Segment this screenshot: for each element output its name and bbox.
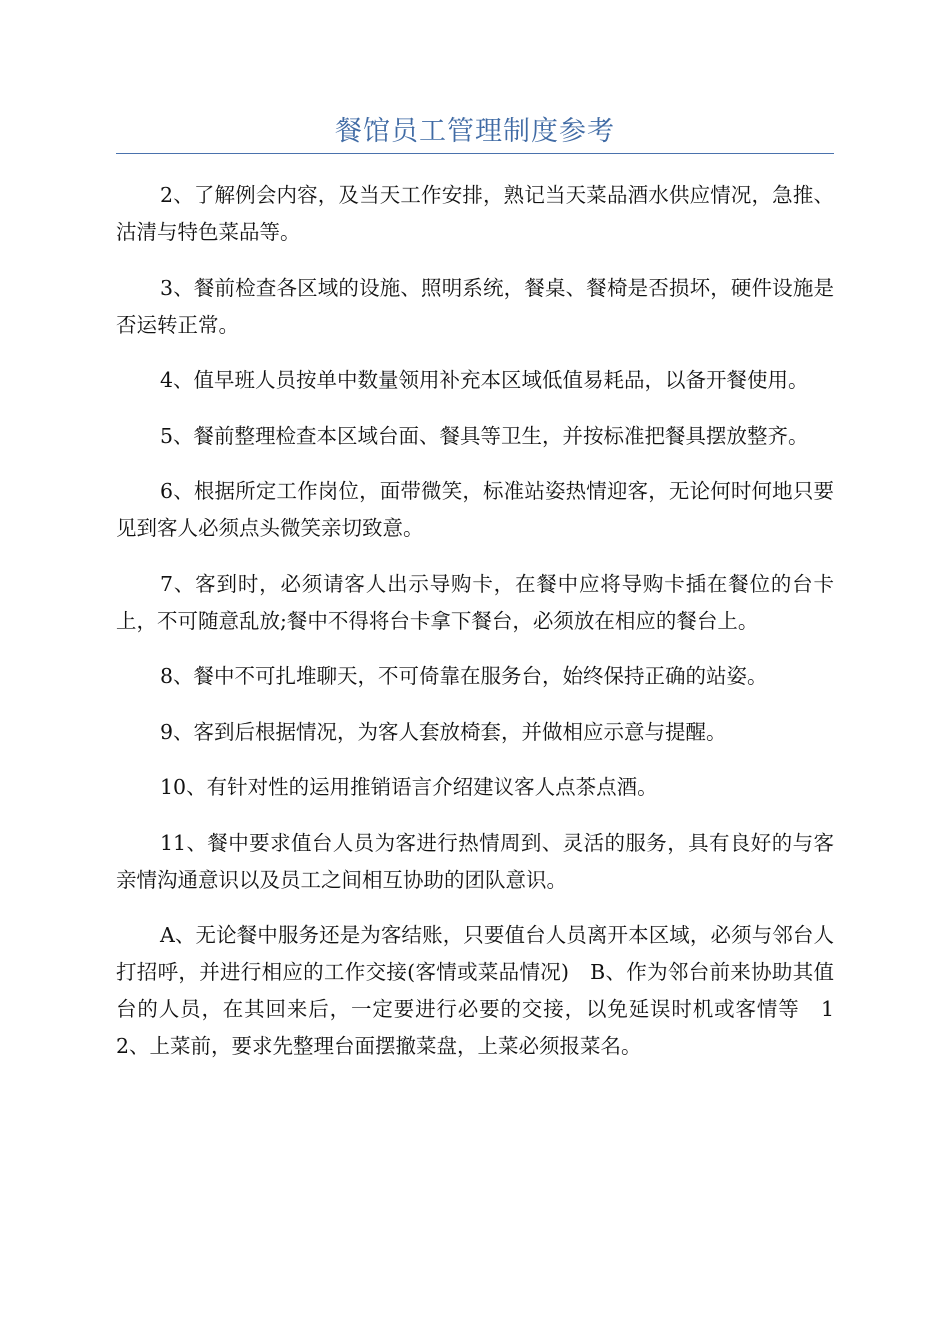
document-title: 餐馆员工管理制度参考	[335, 116, 615, 147]
paragraph-11: 11、餐中要求值台人员为客进行热情周到、灵活的服务，具有良好的与客亲情沟通意识以及员工之间相互协助的团队意识。	[116, 830, 834, 892]
paragraph-7: 7、客到时，必须请客人出示导购卡，在餐中应将导购卡插在餐位的台卡上，不可随意乱放;餐中不得将台卡拿下餐台，必须放在相应的餐台上。	[116, 571, 834, 633]
title-underline	[116, 153, 834, 154]
document-body	[116, 177, 834, 1084]
paragraph-10: 10、有针对性的运用推销语言介绍建议客人点茶点酒。	[160, 775, 658, 799]
paragraph-4: 4、值早班人员按单中数量领用补充本区域低值易耗品，以备开餐使用。	[160, 368, 809, 392]
paragraph-6: 6、根据所定工作岗位，面带微笑，标准站姿热情迎客，无论何时何地只要见到客人必须点头微笑亲切致意。	[116, 479, 834, 540]
paragraph-8: 8、餐中不可扎堆聊天，不可倚靠在服务台，始终保持正确的站姿。	[160, 664, 768, 688]
paragraph-2: 2、了解例会内容，及当天工作安排，熟记当天菜品酒水供应情况，急推、沽清与特色菜品等。	[116, 183, 834, 244]
paragraph-3: 3、餐前检查各区域的设施、照明系统，餐桌、餐椅是否损坏，硬件设施是否运转正常。	[116, 275, 834, 337]
paragraph-9: 9、客到后根据情况，为客人套放椅套，并做相应示意与提醒。	[160, 719, 727, 744]
paragraph-5: 5、餐前整理检查本区域台面、餐具等卫生，并按标准把餐具摆放整齐。	[160, 423, 809, 448]
paragraph-a-b-12: A、无论餐中服务还是为客结账，只要值台人员离开本区域，必须与邻台人打招呼，并进行相应的工作交接(客情或菜品情况) B、作为邻台前来协助其值台的人员，在其回来后，一定要进行必要的交接，以免延误时机或客情等 12、上菜前，要求先整理台面摆撤菜盘，上菜必须报菜名。	[116, 923, 834, 1058]
